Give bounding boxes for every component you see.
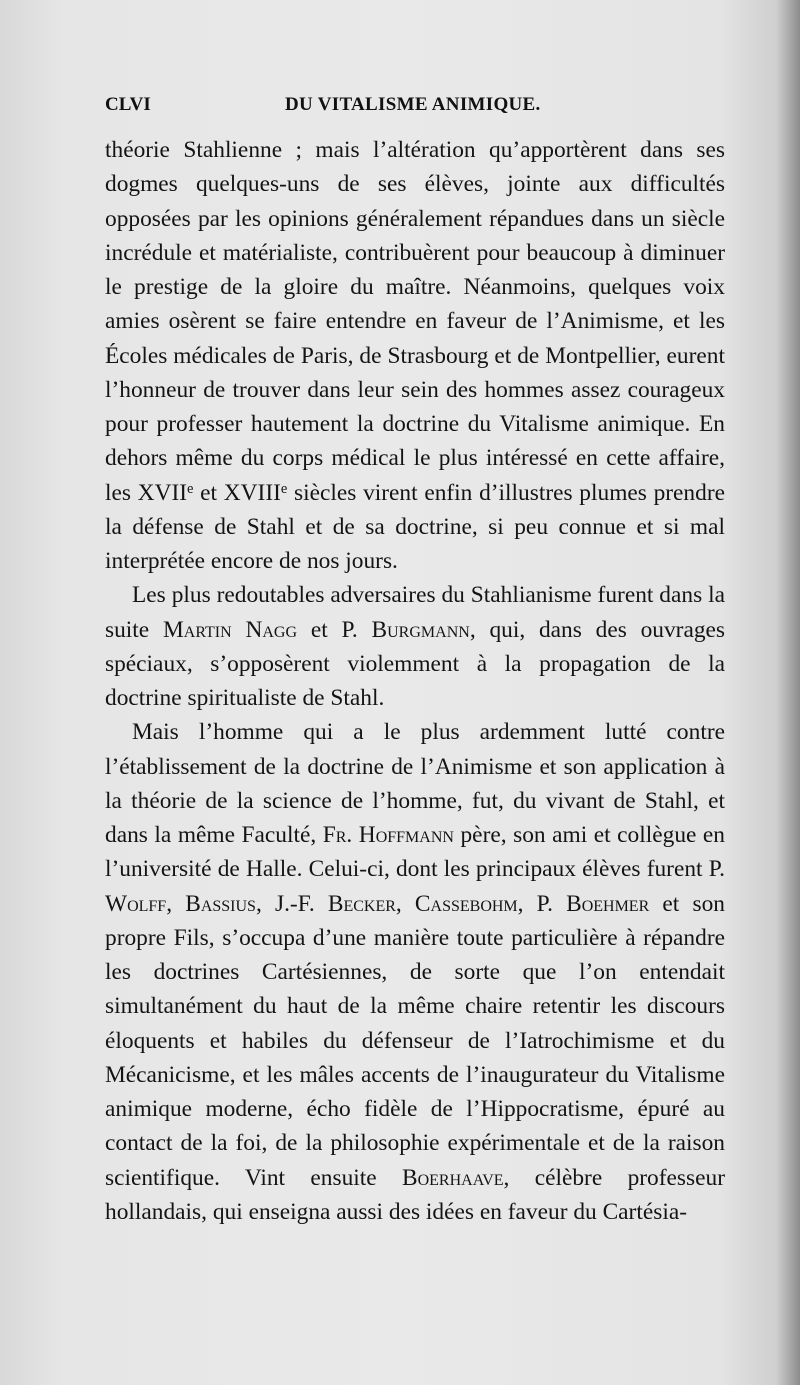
paragraph <box>105 133 725 578</box>
text-run: théorie Stahlienne ; mais l’altération qu’apportèrent dans ses dogmes quelques-uns de ses élèves, jointe aux difficultés opposées par les opinions généralement répandues dans un siècle incrédule et matérialiste, contribuèrent pour beaucoup à diminuer le prestige de la gloire du maître. Néanmoins, quelques voix amies osèrent se faire entendre en faveur de l’Animisme, et les Écoles médicales de Paris, de Strasbourg et de Montpellier, eurent l’honneur de trouver dans leur sein des hommes assez courageux pour professer hautement la doctrine du Vitalisme animique. En dehors même du corps médical le plus intéressé en cette affaire, les XVII <box>105 137 725 506</box>
paragraph <box>105 715 725 1229</box>
text-run: Les plus redoutables adversaires du Stahlianisme furent dans la suite <box>105 582 725 643</box>
text-run: et <box>297 616 342 643</box>
text-run: , <box>395 890 415 917</box>
person-name: Fr. Hoffmann <box>322 822 454 848</box>
text-run: , <box>166 890 186 917</box>
text-run: , célèbre professeur hollandais, qui enseigna aussi des idées en faveur du Cartésia- <box>105 1164 725 1225</box>
text-run: , <box>255 890 275 917</box>
running-title: DU VITALISME ANIMIQUE. <box>285 94 541 115</box>
person-name: Boerhaave <box>402 1164 504 1191</box>
page-header <box>105 94 725 124</box>
paragraph <box>105 578 725 715</box>
text-run: père, son ami et collègue en l’université de Halle. Celui-ci, dont les principaux élèves furent <box>105 822 726 883</box>
person-name: P. Wolff <box>105 856 725 917</box>
text-run: Mais l’homme qui a le plus ardemment lutté contre l’établissement de la doctrine de l’Animisme et son application à la théorie de la science de l’homme, fut, du vivant de Stahl, et dans la même Faculté, <box>105 719 725 848</box>
person-name: Cassebohm <box>414 890 518 917</box>
person-name: J.-F. Becker <box>274 890 396 917</box>
text-run: et son propre Fils, s’occupa d’une manière toute particulière à répandre les doctrines Cartésiennes, de sorte que l’on entendait simultanément du haut de la même chaire retentir les discours éloquents et habiles du défenseur de l’Iatrochimisme et du Mécanicisme, et les mâles accents de l’inaugurateur du Vitalisme animique moderne, écho fidèle de l’Hippocratisme, épuré au contact de la foi, de la philosophie expérimentale et de la raison scientifique. Vint ensuite <box>105 890 725 1191</box>
text-run: , <box>517 890 537 917</box>
text-run: , qui, dans des ouvrages spéciaux, s’opposèrent violemment à la propagation de la doctrine spiritualiste de Stahl. <box>105 616 726 711</box>
person-name: P. Boehmer <box>536 890 650 917</box>
body-text <box>105 133 725 1229</box>
text-run: siècles virent enfin d’illustres plumes prendre la défense de Stahl et de sa doctrine, si peu connue et si mal interprétée encore de nos jours. <box>105 479 725 574</box>
text-run: et XVIII <box>193 479 281 506</box>
page-number: CLVI <box>105 94 151 115</box>
person-name: Martin Nagg <box>162 616 298 643</box>
superscript: e <box>187 480 194 497</box>
person-name: Bassius <box>185 890 256 917</box>
superscript: e <box>280 480 288 497</box>
person-name: P. Burgmann <box>341 616 470 643</box>
